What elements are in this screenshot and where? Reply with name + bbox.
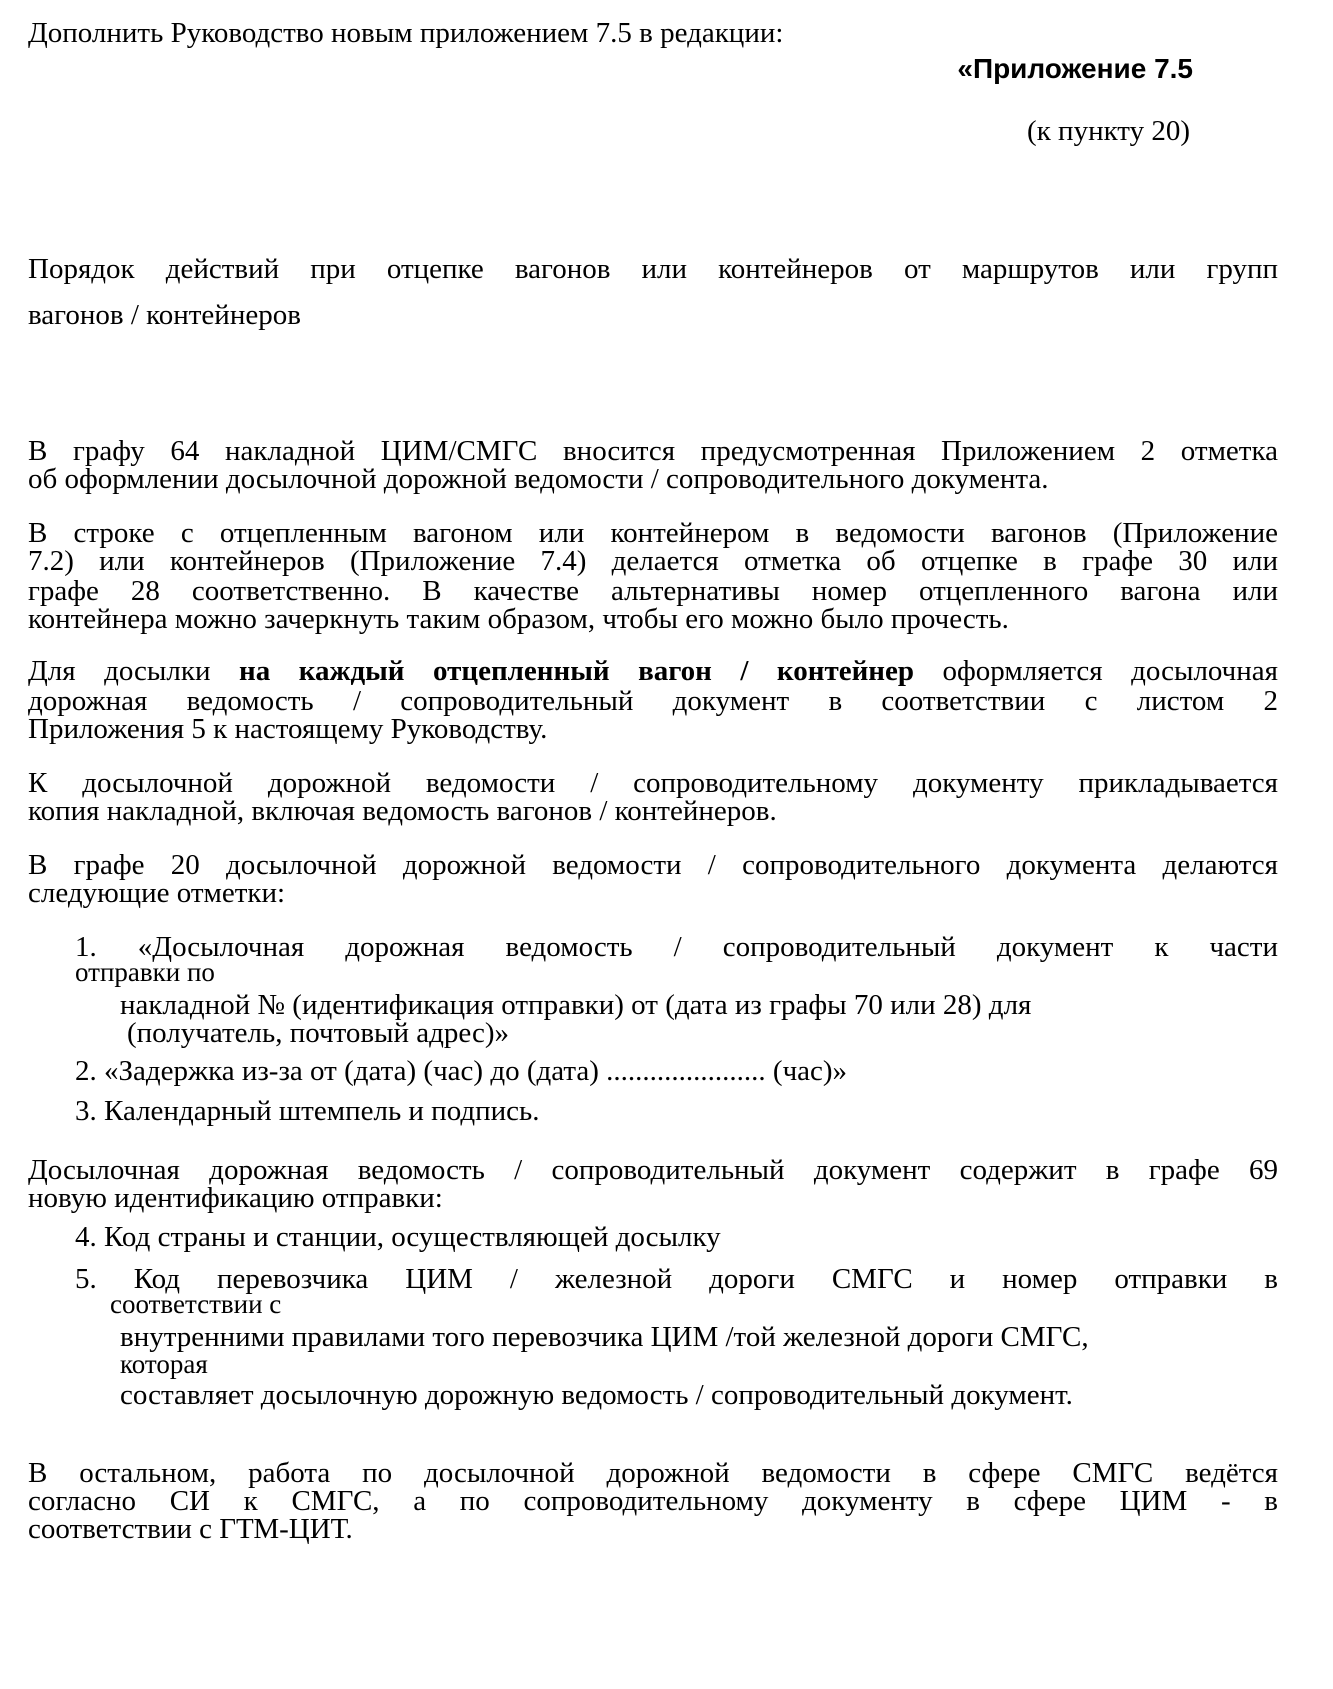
- paragraph-2-line-3: графе 28 соответственно. В качестве альтернативы номер отцепленного вагона или: [28, 575, 1278, 607]
- list-item-2: 2. «Задержка из-за от (дата) (час) до (дата) ...................... (час)»: [75, 1055, 848, 1087]
- paragraph-3-bold-text: на каждый отцепленный вагон / контейнер: [239, 655, 915, 687]
- paragraph-2-line-2: 7.2) или контейнеров (Приложение 7.4) делается отметка об отцепке в графе 30 или: [28, 545, 1278, 577]
- paragraph-3-text-a: Для досылки: [28, 655, 239, 687]
- paragraph-1-line-1: В графу 64 накладной ЦИМ/СМГС вносится предусмотренная Приложением 2 отметка: [28, 435, 1278, 467]
- list-item-3: 3. Календарный штемпель и подпись.: [75, 1095, 540, 1127]
- list-item-5-line-1: 5. Код перевозчика ЦИМ / железной дороги СМГС и номер отправки в: [75, 1263, 1278, 1295]
- paragraph-1-line-2: об оформлении досылочной дорожной ведомости / сопроводительного документа.: [28, 463, 1049, 495]
- annex-title: «Приложение 7.5: [957, 53, 1193, 84]
- list-item-4: 4. Код страны и станции, осуществляющей досылку: [75, 1221, 721, 1253]
- paragraph-6-line-2: новую идентификацию отправки:: [28, 1182, 443, 1214]
- paragraph-5-line-2: следующие отметки:: [28, 877, 286, 909]
- paragraph-5-line-1: В графе 20 досылочной дорожной ведомости / сопроводительного документа делаются: [28, 849, 1278, 881]
- list-item-1-line-1: 1. «Досылочная дорожная ведомость / сопроводительный документ к части: [75, 931, 1278, 963]
- list-item-5-line-5: составляет досылочную дорожную ведомость / сопроводительный документ.: [120, 1379, 1073, 1411]
- intro-text: Дополнить Руководство новым приложением 7.5 в редакции:: [28, 17, 784, 49]
- paragraph-4-line-1: К досылочной дорожной ведомости / сопроводительному документу прикладывается: [28, 767, 1278, 799]
- list-item-1-line-3: накладной № (идентификация отправки) от (дата из графы 70 или 28) для: [120, 989, 1032, 1021]
- paragraph-7-line-2: согласно СИ к СМГС, а по сопроводительному документу в сфере ЦИМ - в: [28, 1485, 1278, 1517]
- paragraph-3-line-2: дорожная ведомость / сопроводительный документ в соответствии с листом 2: [28, 685, 1278, 717]
- paragraph-7-line-3: соответствии с ГТМ-ЦИТ.: [28, 1513, 353, 1545]
- list-item-1-line-2: отправки по: [75, 957, 215, 987]
- paragraph-3-line-3: Приложения 5 к настоящему Руководству.: [28, 713, 548, 745]
- paragraph-2-line-1: В строке с отцепленным вагоном или контейнером в ведомости вагонов (Приложение: [28, 517, 1278, 549]
- paragraph-7-line-1: В остальном, работа по досылочной дорожной ведомости в сфере СМГС ведётся: [28, 1457, 1278, 1489]
- list-item-5-line-2: соответствии с: [110, 1289, 282, 1319]
- paragraph-3-text-c: оформляется досылочная: [914, 655, 1278, 687]
- list-item-5-line-3: внутренними правилами того перевозчика ЦИМ /той железной дороги СМГС,: [120, 1321, 1089, 1353]
- paragraph-6-line-1: Досылочная дорожная ведомость / сопроводительный документ содержит в графе 69: [28, 1154, 1278, 1186]
- paragraph-4-line-2: копия накладной, включая ведомость вагонов / контейнеров.: [28, 795, 777, 827]
- section-heading-line-1: Порядок действий при отцепке вагонов или контейнеров от маршрутов или групп: [28, 253, 1278, 285]
- paragraph-3-line-1: [28, 656, 1278, 686]
- annex-reference: (к пункту 20): [1027, 115, 1190, 147]
- list-item-1-line-4: (получатель, почтовый адрес)»: [127, 1017, 510, 1049]
- paragraph-2-line-4: контейнера можно зачеркнуть таким образом, чтобы его можно было прочесть.: [28, 603, 1009, 635]
- list-item-5-line-4: которая: [120, 1349, 208, 1379]
- section-heading-line-2: вагонов / контейнеров: [28, 299, 301, 331]
